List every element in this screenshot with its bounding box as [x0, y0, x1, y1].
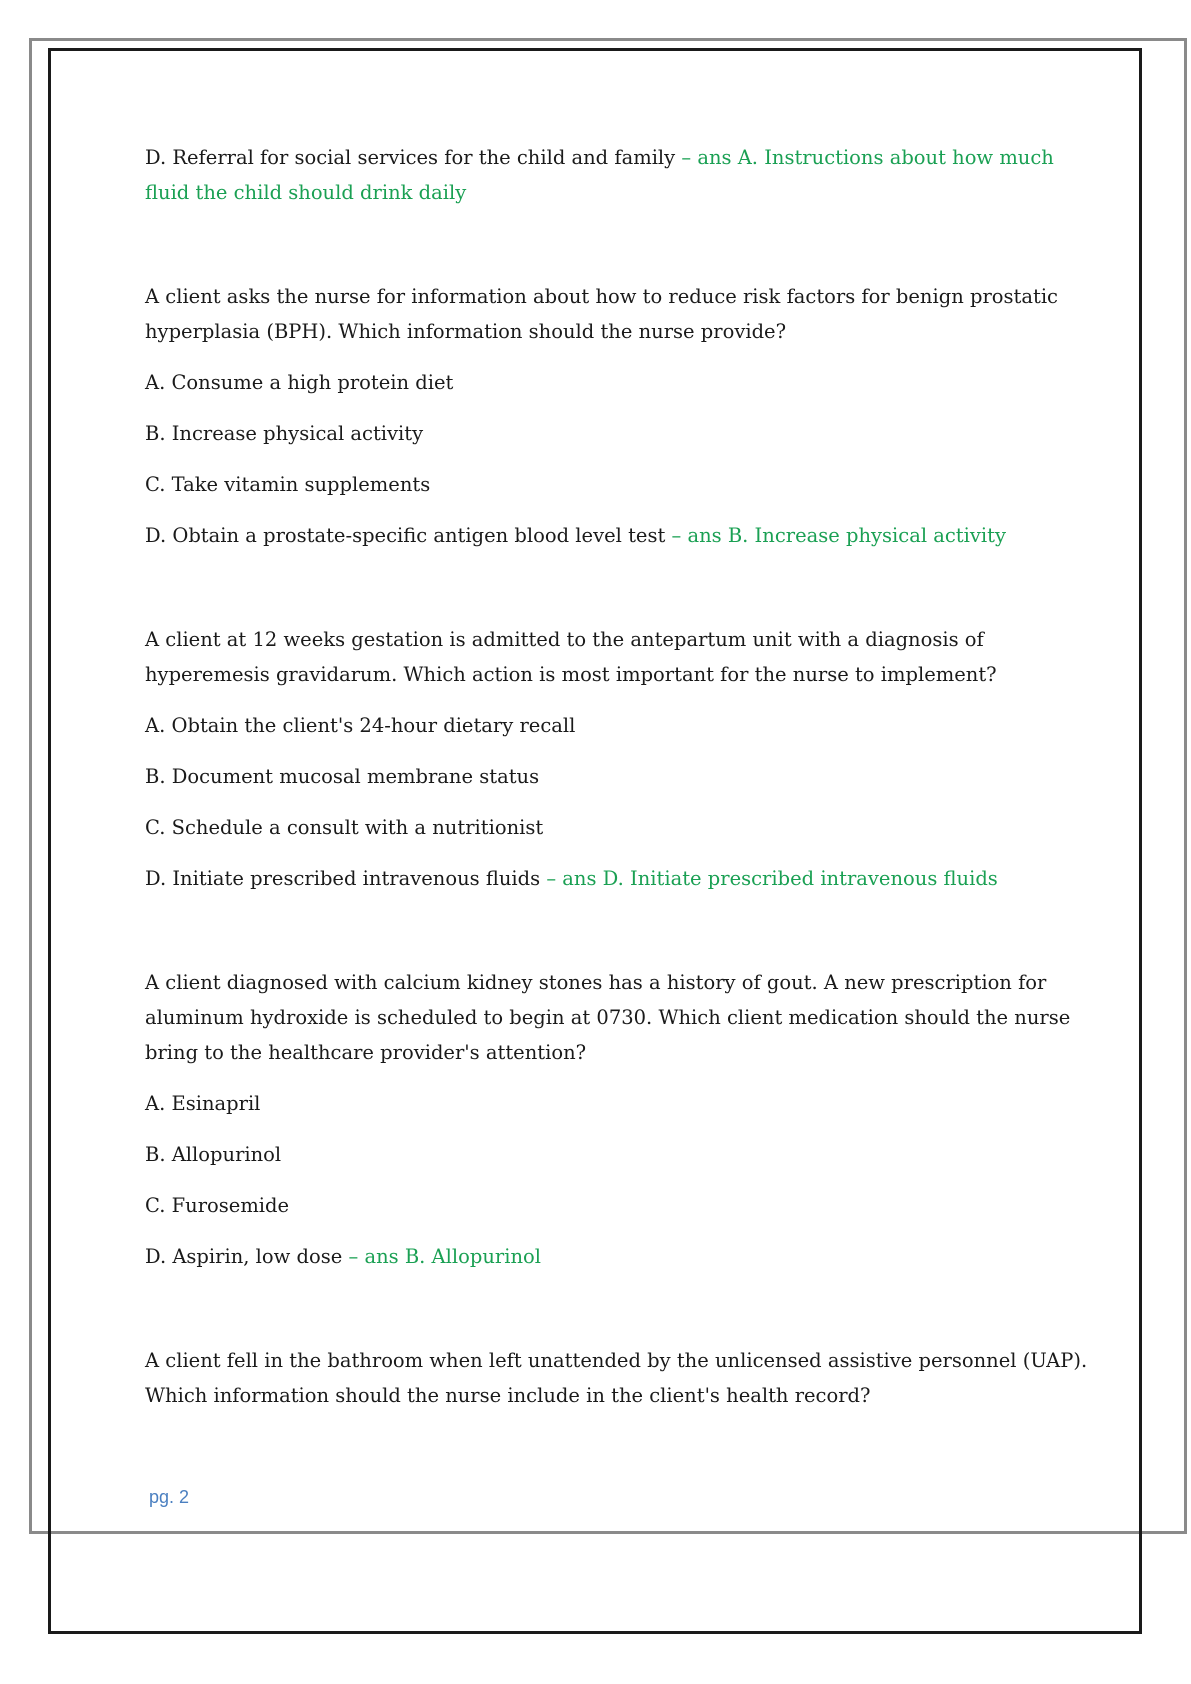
option-d	[145, 518, 1090, 553]
spacer	[145, 226, 1090, 279]
spacer	[145, 912, 1090, 965]
option-c: C. Take vitamin supplements	[145, 473, 431, 496]
option-d	[145, 1239, 1090, 1274]
answer-key: – ans B. Allopurinol	[342, 1245, 541, 1268]
option-c: C. Schedule a consult with a nutritionist	[145, 816, 544, 839]
question-block	[145, 965, 1090, 1274]
spacer	[145, 569, 1090, 622]
option-d	[145, 861, 1090, 896]
option-b: B. Document mucosal membrane status	[145, 765, 540, 788]
document-body	[145, 140, 1090, 1429]
intro-option	[145, 140, 1090, 210]
intro-answer: – ans A. Instructions about how much fluid the child should drink daily	[145, 146, 1054, 204]
intro-option-text: D. Referral for social services for the child and family	[145, 146, 676, 169]
option-b: B. Allopurinol	[145, 1143, 282, 1166]
answer-key: – ans D. Initiate prescribed intravenous fluids	[540, 867, 998, 890]
final-question-stem: A client fell in the bathroom when left unattended by the unlicensed assistive personnel (UAP). Which information should the nurse include in the client's health record?	[145, 1349, 1088, 1407]
question-block	[145, 279, 1090, 553]
option-d-text: D. Obtain a prostate-specific antigen blood level test	[145, 524, 666, 547]
page-number: pg. 2	[149, 1487, 190, 1507]
option-c: C. Furosemide	[145, 1194, 290, 1217]
spacer	[145, 1290, 1090, 1343]
option-d-text: D. Aspirin, low dose	[145, 1245, 343, 1268]
option-a: A. Esinapril	[145, 1092, 261, 1115]
option-a: A. Obtain the client's 24-hour dietary recall	[145, 714, 576, 737]
question-block	[145, 622, 1090, 896]
question-stem: A client diagnosed with calcium kidney stones has a history of gout. A new prescription for aluminum hydroxide is scheduled to begin at 0730. Which client medication should the nurse bring to the healthcare provider's attention?	[145, 971, 1071, 1064]
option-b: B. Increase physical activity	[145, 422, 424, 445]
question-stem: A client asks the nurse for information about how to reduce risk factors for benign prostatic hyperplasia (BPH). Which information should the nurse provide?	[145, 285, 1058, 343]
option-a: A. Consume a high protein diet	[145, 371, 454, 394]
option-d-text: D. Initiate prescribed intravenous fluids	[145, 867, 541, 890]
question-stem: A client at 12 weeks gestation is admitted to the antepartum unit with a diagnosis of hyperemesis gravidarum. Which action is most important for the nurse to implement?	[145, 628, 997, 686]
answer-key: – ans B. Increase physical activity	[665, 524, 1006, 547]
